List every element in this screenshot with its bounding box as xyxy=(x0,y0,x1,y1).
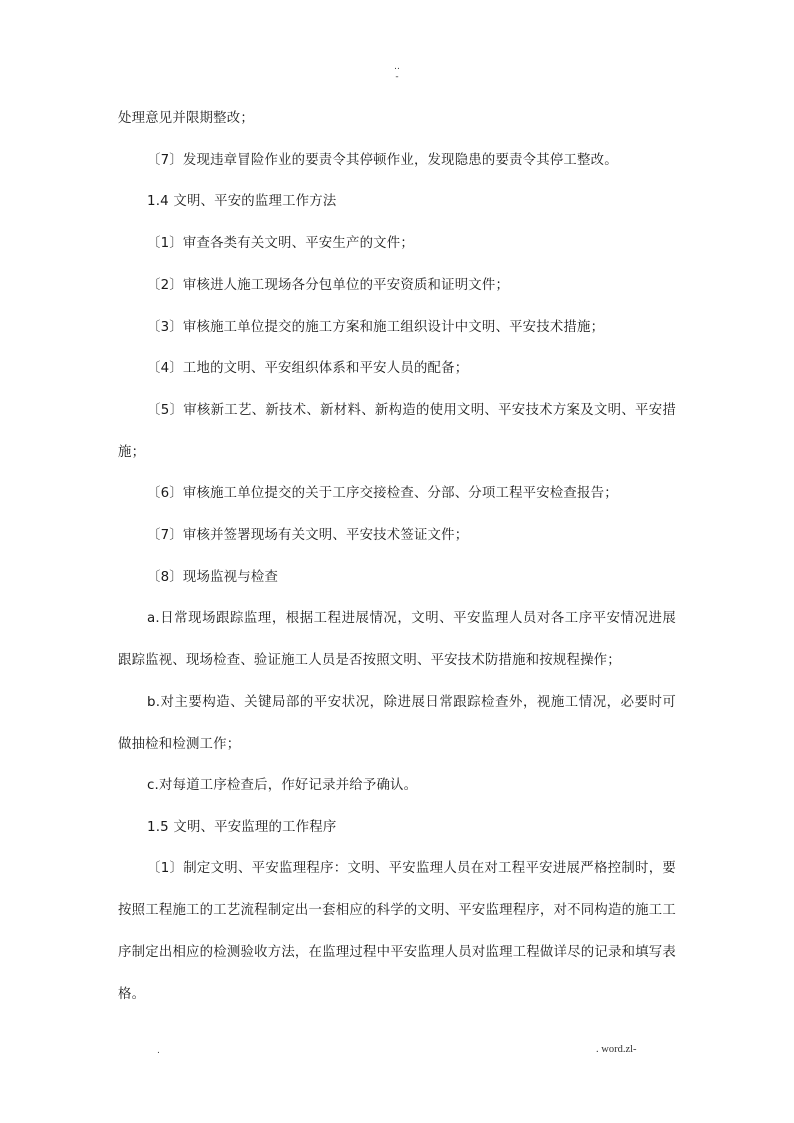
paragraph-item-c: c.对每道工序检查后，作好记录并给予确认。 xyxy=(147,778,418,793)
paragraph-item-a: a.日常现场跟踪监理，根据工程进展情况，文明、平安监理人员对各工序平安情况进展跟踪监视、现场检查、验证施工人员是否按照文明、平安技术防措施和按规程操作； xyxy=(118,611,676,668)
paragraph-item-5: 〔5〕审核新工艺、新技术、新材料、新构造的使用文明、平安技术方案及文明、平安措施； xyxy=(118,403,676,460)
footer-source-label: . word.zl- xyxy=(596,1044,637,1055)
footer-left-mark: . xyxy=(157,1046,160,1056)
paragraph-continuation: 处理意见并限期整改； xyxy=(118,111,254,126)
paragraph-item-6: 〔6〕审核施工单位提交的关于工序交接检查、分部、分项工程平安检查报告； xyxy=(147,486,618,501)
section-heading-1-4: 1.4 文明、平安的监理工作方法 xyxy=(147,194,337,209)
section-heading-1-5: 1.5 文明、平安监理的工作程序 xyxy=(147,820,337,835)
header-mark-dots: .. xyxy=(394,62,400,72)
paragraph-item-4: 〔4〕工地的文明、平安组织体系和平安人员的配备； xyxy=(147,361,469,376)
paragraph-item-1: 〔1〕审查各类有关文明、平安生产的文件； xyxy=(147,236,414,251)
paragraph-item-3: 〔3〕审核施工单位提交的施工方案和施工组织设计中文明、平安技术措施； xyxy=(147,320,605,335)
paragraph-item-7: 〔7〕审核并签署现场有关文明、平安技术签证文件； xyxy=(147,528,469,543)
paragraph-item-8: 〔8〕现场监视与检查 xyxy=(147,570,279,585)
paragraph-item-2: 〔2〕审核进人施工现场各分包单位的平安资质和证明文件； xyxy=(147,278,510,293)
paragraph-item-b: b.对主要构造、关键局部的平安状况，除进展日常跟踪检查外，视施工情况，必要时可做抽检和检测工作； xyxy=(118,695,676,752)
paragraph-item-7-stop-work: 〔7〕发现违章冒险作业的要责令其停顿作业，发现隐患的要责令其停工整改。 xyxy=(147,153,618,168)
header-mark-dash: - xyxy=(395,72,399,82)
paragraph-procedure-1: 〔1〕制定文明、平安监理程序：文明、平安监理人员在对工程平安进展严格控制时，要按照工程施工的工艺流程制定出一套相应的科学的文明、平安监理程序，对不同构造的施工工序制定出相应的检测验收方法，在监理过程中平安监理人员对监理工程做详尽的记录和填写表格。 xyxy=(118,861,676,1002)
